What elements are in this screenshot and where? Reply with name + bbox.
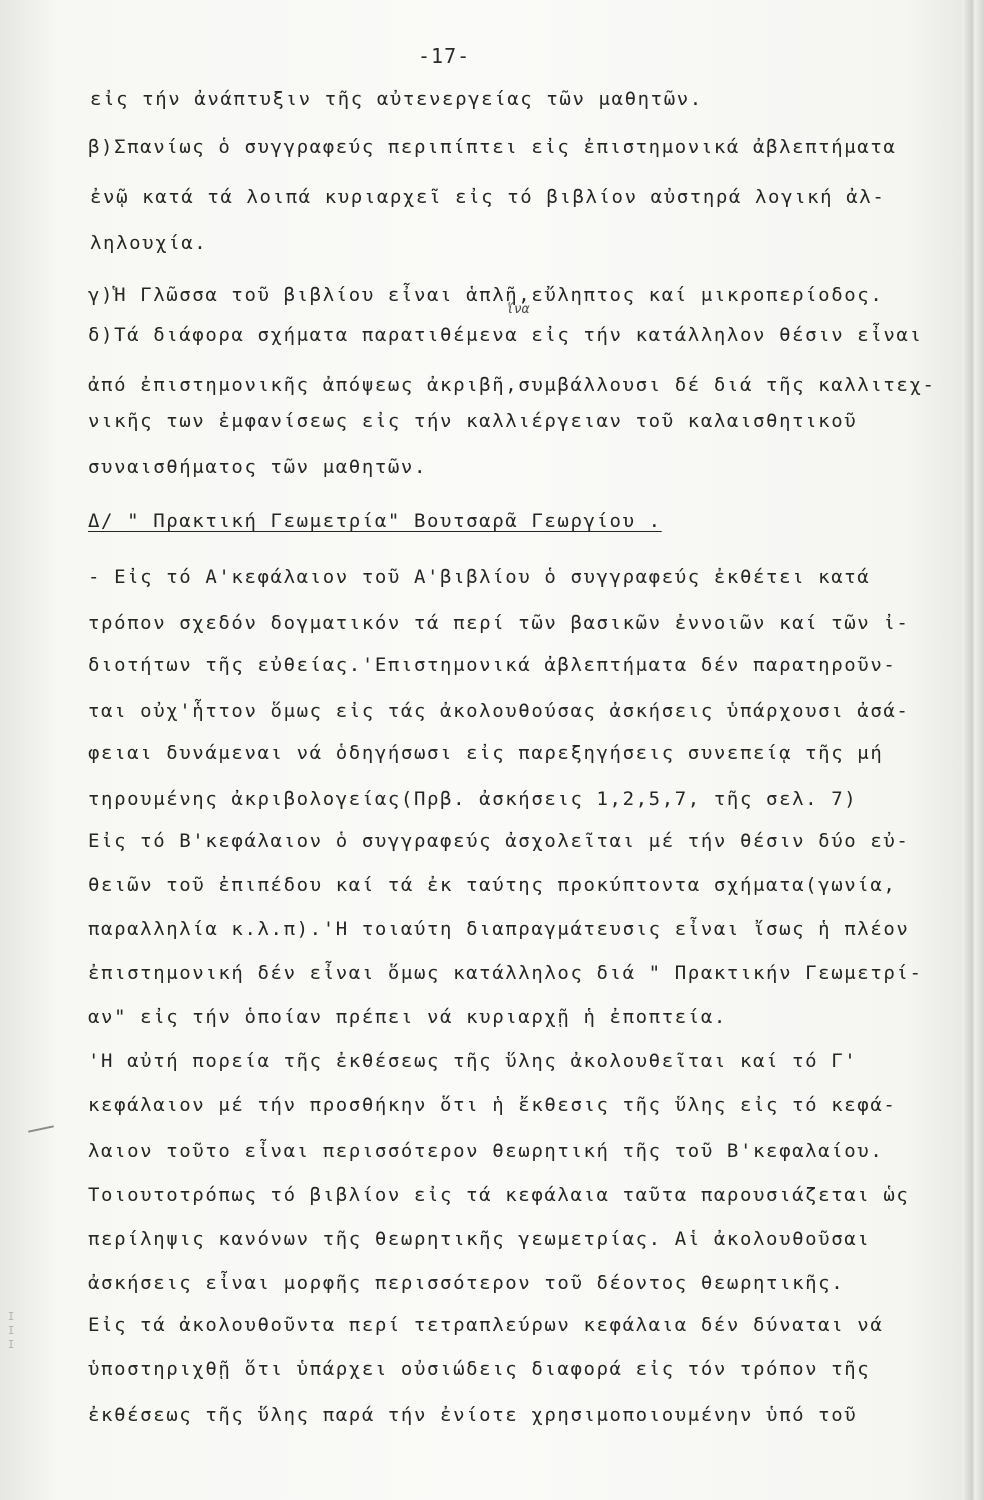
text-line: παραλληλία κ.λ.π).'Η τοιαύτη διαπραγμάτευσις εἶναι ἴσως ἡ πλέον [88, 918, 910, 940]
text-line: ἀσκήσεις εἶναι μορφῆς περισσότερον τοῦ δέοντος θεωρητικῆς. [88, 1272, 845, 1294]
text-line: ὑποστηριχθῇ ὅτι ὑπάρχει οὐσιώδεις διαφορά εἰς τόν τρόπον τῆς [88, 1358, 871, 1380]
text-line: Τοιουτοτρόπως τό βιβλίον εἰς τά κεφάλαια ταῦτα παρουσιάζεται ὡς [88, 1184, 910, 1206]
text-line: ἐπιστημονική δέν εἶναι ὅμως κατάλληλος διά " Πρακτικήν Γεωμετρί- [88, 962, 923, 984]
text-line: ἐκθέσεως τῆς ὕλης παρά τήν ἐνίοτε χρησιμοποιουμένην ὑπό τοῦ [88, 1404, 858, 1426]
text-line: περίληψις κανόνων τῆς θεωρητικῆς γεωμετρίας. Αἱ ἀκολουθοῦσαι [88, 1228, 871, 1250]
text-line: γ)Ἡ Γλῶσσα τοῦ βιβλίου εἶναι ἁπλῆ,εὔληπτος καί μικροπερίοδος. [88, 284, 884, 306]
section-heading: Δ/ " Πρακτική Γεωμετρία" Βουτσαρᾶ Γεωργίου . [88, 510, 662, 532]
text-line: β)Σπανίως ὁ συγγραφεύς περιπίπτει εἰς ἐπιστημονικά ἀβλεπτήματα [88, 136, 897, 158]
margin-stamp: I I I [7, 1310, 15, 1351]
text-line: συναισθήματος τῶν μαθητῶν. [88, 456, 428, 478]
text-line: ται οὐχ'ἧττον ὅμως εἰς τάς ἀκολουθούσας ἀσκήσεις ὑπάρχουσι ἀσά- [88, 700, 910, 722]
text-line: θειῶν τοῦ ἐπιπέδου καί τά ἐκ ταύτης προκύπτοντα σχήματα(γωνία, [88, 874, 897, 896]
text-line: νικῆς των ἐμφανίσεως εἰς τήν καλλιέργειαν τοῦ καλαισθητικοῦ [88, 410, 858, 432]
page-number: -17- [418, 44, 471, 68]
text-line: διοτήτων τῆς εὐθείας.'Επιστημονικά ἀβλεπτήματα δέν παρατηροῦν- [88, 654, 897, 676]
text-line: Εἰς τά ἀκολουθοῦντα περί τετραπλεύρων κεφάλαια δέν δύναται νά [88, 1314, 884, 1336]
text-line: 'Η αὐτή πορεία τῆς ἐκθέσεως τῆς ὕλης ἀκολουθεῖται καί τό Γ' [88, 1050, 858, 1072]
text-line: κεφάλαιον μέ τήν προσθήκην ὅτι ἡ ἔκθεσις τῆς ὕλης εἰς τό κεφά- [88, 1094, 897, 1116]
text-line: τηρουμένης ἀκριβολογείας(Πρβ. ἀσκήσεις 1,2,5,7, τῆς σελ. 7) [88, 788, 858, 810]
handwritten-insert: ἵνα [506, 302, 530, 317]
text-line: - Εἰς τό Α'κεφάλαιον τοῦ Α'βιβλίου ὁ συγγραφεύς ἐκθέτει κατά [88, 566, 871, 588]
text-line: τρόπον σχεδόν δογματικόν τά περί τῶν βασικῶν ἐννοιῶν καί τῶν ἰ- [88, 612, 910, 634]
text-line: εἰς τήν ἀνάπτυξιν τῆς αὐτενεργείας τῶν μαθητῶν. [90, 88, 703, 110]
text-line: λαιον τοῦτο εἶναι περισσότερον θεωρητική τῆς τοῦ Β'κεφαλαίου. [88, 1140, 884, 1162]
text-line: ἀπό ἐπιστημονικῆς ἀπόψεως ἀκριβῆ,συμβάλλουσι δέ διά τῆς καλλιτεχ- [88, 374, 936, 396]
text-line: Εἰς τό Β'κεφάλαιον ὁ συγγραφεύς ἀσχολεῖται μέ τήν θέσιν δύο εὐ- [88, 830, 910, 852]
page-edge [962, 0, 984, 1500]
text-line: ἐνῷ κατά τά λοιπά κυριαρχεῖ εἰς τό βιβλίον αὐστηρά λογική ἀλ- [90, 186, 886, 208]
text-line: αν" εἰς τήν ὁποίαν πρέπει νά κυριαρχῇ ἡ ἐποπτεία. [88, 1006, 727, 1028]
text-line: φειαι δυνάμεναι νά ὁδηγήσωσι εἰς παρεξηγήσεις συνεπείᾳ τῆς μή [88, 742, 884, 764]
margin-pencil-mark [28, 1125, 54, 1132]
text-line: δ)Τά διάφορα σχήματα παρατιθέμενα εἰς τήν κατάλληλον θέσιν εἶναι [88, 324, 923, 346]
text-line: ληλουχία. [90, 232, 208, 254]
